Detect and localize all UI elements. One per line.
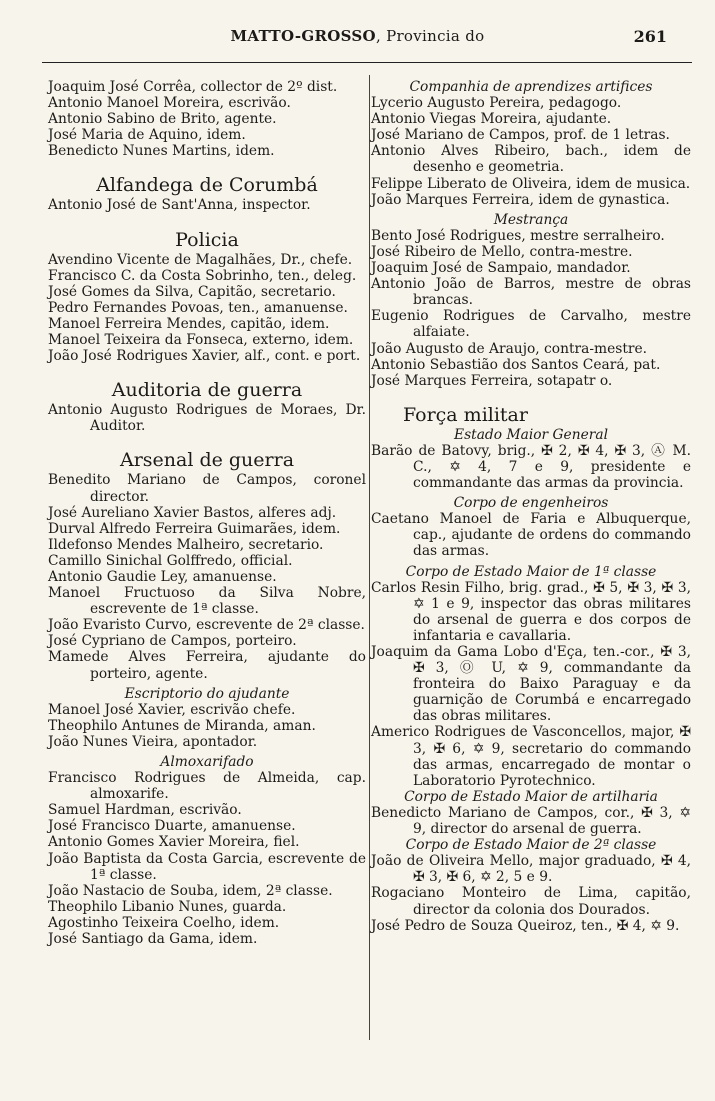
entry: Manoel Fructuoso da Silva Nobre, escrevente de 1ª classe. xyxy=(48,585,366,618)
running-title-suffix: , Provincia do xyxy=(375,27,485,45)
entry: João Evaristo Curvo, escrevente de 2ª classe. xyxy=(48,617,365,634)
section-heading-alfandega: Alfandega de Corumbá xyxy=(96,174,318,197)
entry: João de Oliveira Mello, major graduado, ✠ 4, ✠ 3, ✠ 6, ✡ 2, 5 e 9. xyxy=(371,853,691,886)
entry: José Santiago da Gama, idem. xyxy=(48,931,258,948)
entry: Antonio Gaudie Ley, amanuense. xyxy=(48,568,277,585)
entry: Antonio Sabino de Brito, agente. xyxy=(48,111,277,128)
entry: Durval Alfredo Ferreira Guimarães, idem. xyxy=(48,520,341,537)
section-heading-forca-militar: Força militar xyxy=(403,403,528,426)
column-divider xyxy=(369,75,370,1040)
subheading-estado-maior-1: Corpo de Estado Maior de 1ª classe xyxy=(405,563,657,580)
entry: Antonio José de Sant'Anna, inspector. xyxy=(48,197,311,214)
subheading-artilharia: Corpo de Estado Maior de artilharia xyxy=(404,788,658,805)
entry: Antonio Viegas Moreira, ajudante. xyxy=(371,111,612,128)
running-title xyxy=(0,27,715,45)
entry: Joaquim da Gama Lobo d'Eça, ten.-cor., ✠ 3, ✠ 3, Ⓞ U, ✡ 9, commandante da fronteira do Baixo Paraguay e da guarnição de Corumbá e encarregado das obras militares. xyxy=(371,644,691,725)
entry: Barão de Batovy, brig., ✠ 2, ✠ 4, ✠ 3, Ⓐ M. C., ✡ 4, 7 e 9, presidente e commandante das armas da provincia. xyxy=(371,442,691,492)
entry: José Ribeiro de Mello, contra-mestre. xyxy=(371,243,633,260)
entry: José Francisco Duarte, amanuense. xyxy=(48,818,296,835)
state-name: MATTO-GROSSO xyxy=(230,27,376,45)
subheading-escriptorio: Escriptorio do ajudante xyxy=(124,685,290,702)
entry: Francisco C. da Costa Sobrinho, ten., deleg. xyxy=(48,267,357,284)
entry: Antonio Alves Ribeiro, bach., idem de desenho e geometria. xyxy=(371,143,691,176)
entry: Caetano Manoel de Faria e Albuquerque, cap., ajudante de ordens do commando das armas. xyxy=(371,511,691,560)
entry: Carlos Resin Filho, brig. grad., ✠ 5, ✠ 3, ✠ 3, ✡ 1 e 9, inspector das obras militares do arsenal de guerra e dos corpos de infantaria e cavallaria. xyxy=(371,579,691,644)
page-number: 261 xyxy=(633,27,667,46)
right-column xyxy=(371,79,691,934)
entry: Benedicto Mariano de Campos, cor., ✠ 3, ✡ 9, director do arsenal de guerra. xyxy=(371,804,691,838)
entry: Theophilo Antunes de Miranda, aman. xyxy=(48,717,316,734)
entry: Antonio Manoel Moreira, escrivão. xyxy=(48,95,291,112)
entry: Benedito Mariano de Campos, coronel director. xyxy=(48,472,366,505)
subheading-aprendizes: Companhia de aprendizes artifices xyxy=(409,79,653,95)
entry: Manoel Teixeira da Fonseca, externo, idem. xyxy=(48,332,354,349)
entry: Benedicto Nunes Martins, idem. xyxy=(48,143,275,160)
header-rule xyxy=(42,62,692,63)
left-column xyxy=(48,79,366,947)
entry: José Aureliano Xavier Bastos, alferes adj. xyxy=(48,504,337,521)
entry: Antonio Gomes Xavier Moreira, fiel. xyxy=(48,834,300,851)
entry: Rogaciano Monteiro de Lima, capitão, director da colonia dos Dourados. xyxy=(371,885,691,918)
subheading-engenheiros: Corpo de engenheiros xyxy=(453,495,609,512)
entry: Antonio João de Barros, mestre de obras brancas. xyxy=(371,276,691,309)
entry: Theophilo Libanio Nunes, guarda. xyxy=(48,898,287,915)
entry: João Nunes Vieira, apontador. xyxy=(48,733,258,750)
entry: Eugenio Rodrigues de Carvalho, mestre alfaiate. xyxy=(371,308,691,341)
entry: Lycerio Augusto Pereira, pedagogo. xyxy=(371,95,622,112)
section-heading-auditoria: Auditoria de guerra xyxy=(111,379,303,402)
entry: João Baptista da Costa Garcia, escrevente de 1ª classe. xyxy=(48,850,366,883)
entry: João Augusto de Araujo, contra-mestre. xyxy=(371,340,648,357)
subheading-mestranca: Mestrança xyxy=(493,211,569,228)
entry: Joaquim José de Sampaio, mandador. xyxy=(371,260,631,277)
running-head xyxy=(0,27,715,51)
subheading-almoxarifado: Almoxarifado xyxy=(160,754,254,770)
entry: José Marques Ferreira, sotapatr o. xyxy=(371,372,613,389)
entry: José Mariano de Campos, prof. de 1 letras. xyxy=(371,127,670,144)
entry: José Cypriano de Campos, porteiro. xyxy=(48,633,297,650)
entry: João Nastacio de Souba, idem, 2ª classe. xyxy=(48,882,333,899)
entry: Bento José Rodrigues, mestre serralheiro. xyxy=(371,227,665,244)
entry: José Gomes da Silva, Capitão, secretario. xyxy=(48,283,336,300)
entry: Pedro Fernandes Povoas, ten., amanuense. xyxy=(48,299,348,316)
entry: Samuel Hardman, escrivão. xyxy=(48,802,242,819)
entry: Camillo Sinichal Golffredo, official. xyxy=(48,552,293,569)
entry: José Maria de Aquino, idem. xyxy=(48,127,246,144)
entry: Manoel Ferreira Mendes, capitão, idem. xyxy=(48,315,330,332)
subheading-estado-maior: Estado Maior General xyxy=(454,426,608,443)
entry: Antonio Sebastião dos Santos Ceará, pat. xyxy=(371,356,661,373)
entry: Manoel José Xavier, escrivão chefe. xyxy=(48,701,296,718)
entry: Mamede Alves Ferreira, ajudante do porteiro, agente. xyxy=(48,649,366,682)
entry: Felippe Liberato de Oliveira, idem de musica. xyxy=(371,175,691,192)
section-heading-arsenal: Arsenal de guerra xyxy=(119,449,295,472)
entry: João Marques Ferreira, idem de gynastica. xyxy=(371,191,670,208)
entry: Avendino Vicente de Magalhães, Dr., chefe. xyxy=(48,251,353,268)
entry: João José Rodrigues Xavier, alf., cont. e port. xyxy=(48,348,361,365)
subheading-estado-maior-2: Corpo de Estado Maior de 2ª classe xyxy=(405,837,657,854)
entry: Agostinho Teixeira Coelho, idem. xyxy=(48,914,280,931)
entry: Ildefonso Mendes Malheiro, secretario. xyxy=(48,536,324,553)
entry: Americo Rodrigues de Vasconcellos, major, ✠ 3, ✠ 6, ✡ 9, secretario do commando das armas, encarregado de montar o Laboratorio Pyrotechnico. xyxy=(371,724,691,789)
entry: Antonio Augusto Rodrigues de Moraes, Dr. Auditor. xyxy=(48,402,366,435)
section-heading-policia: Policia xyxy=(175,228,239,251)
entry: Joaquim José Corrêa, collector de 2º dist. xyxy=(48,79,338,95)
entry: José Pedro de Souza Queiroz, ten., ✠ 4, ✡ 9. xyxy=(371,917,680,934)
entry: Francisco Rodrigues de Almeida, cap. almoxarife. xyxy=(48,770,366,803)
